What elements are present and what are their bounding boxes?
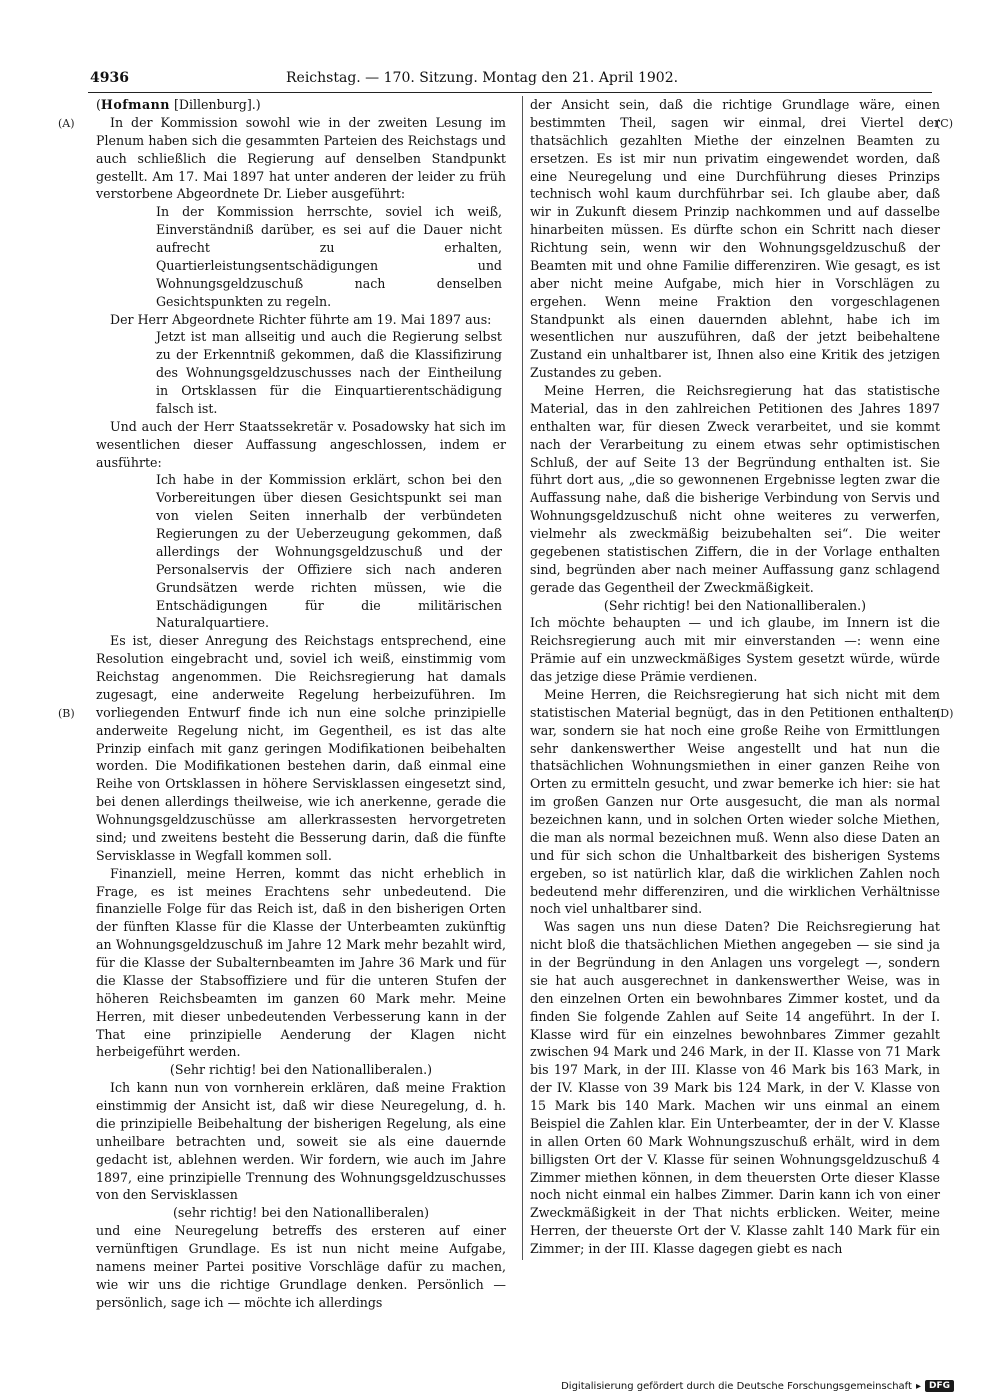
interjection: (Sehr richtig! bei den Nationalliberalen.) (603, 597, 867, 613)
column-divider (522, 96, 523, 1260)
running-header (90, 70, 930, 90)
paragraph: Und auch der Herr Staatssekretär v. Posadowsky hat sich im wesentlichen dieser Auffassung angeschlossen, indem er ausführte: (96, 418, 506, 470)
quotation: In der Kommission herrschte, soviel ich weiß, Einverständniß darüber, es sei auf die Dauer nicht aufrecht zu erhalten, Quartierleistungsentschädigungen und Wohnungsgeldzuschuß nach denselben Gesichtspunkten zu regeln. (156, 204, 502, 309)
speaker-line: (Hofmann [Dillenburg].) (96, 97, 261, 112)
interjection: (Sehr richtig! bei den Nationalliberalen.) (169, 1062, 433, 1078)
paragraph: Was sagen uns nun diese Daten? Die Reichsregierung hat nicht bloß die thatsächlichen Miethen angegeben — sie sind ja in der Begründung in den Anlagen uns vorgelegt —, sondern sie hat auch ausgerechnet in dankenswerther Weise, was in den einzelnen Orten ein bewohnbares Zimmer kostet, und da finden Sie folgende Zahlen auf Seite 14 angeführt. In der I. Klasse wird für ein einzelnes bewohnbares Zimmer gezahlt zwischen 94 Mark und 246 Mark, in der II. Klasse von 71 Mark bis 197 Mark, in der III. Klasse von 46 Mark bis 163 Mark, in der IV. Klasse von 39 Mark bis 124 Mark, in der V. Klasse von 15 Mark bis 140 Mark. Machen wir uns einmal an einem Beispiel die Zahlen klar. Ein Unterbeamter, der in der V. Klasse in allen Orten 60 Mark Wohnungszuschuß erhält, wird in dem billigsten Ort der V. Klasse für seinen Wohnungsgeldzuschuß 4 Zimmer miethen können, in dem theuersten Orte dieser Klasse noch nicht einmal ein halbes Zimmer. Darin kann ich von einer Zweckmäßigkeit in der That nichts erblicken. Weiter, meine Herren, der theuerste Ort der V. Klasse zahlt 140 Mark für ein Zimmer; in der III. Klasse dagegen giebt es nach (530, 919, 940, 1256)
arrow-icon: ▸ (915, 1380, 921, 1392)
paragraph: Meine Herren, die Reichsregierung hat das statistische Material, das in den zahlreichen Petitionen des Jahres 1897 enthalten war, für diesen Zweck verarbeitet, und sie kommt nach der Verarbeitung zu einem etwas sehr optimistischen Schluß, der auf Seite 13 der Begründung enthalten ist. Sie führt dort aus, „die so gewonnenen Ergebnisse legten zwar die Auffassung nahe, daß die bisherige Verbindung von Servis und Wohnungsgeldzuschuß nicht ohne weiteres zu verwerfen, vielmehr als zweckmäßig beizubehalten sei“. Die weiter gegebenen statistischen Ziffern, die in der Vorlage enthalten sind, begründen aber nach meiner Auffassung ganz schlagend gerade das Gegentheil der Zweckmäßigkeit. (530, 383, 940, 595)
header-rule (88, 92, 932, 93)
quotation: Jetzt ist man allseitig und auch die Regierung selbst zu der Erkenntniß gekommen, daß die Klassifizirung des Wohnungsgeldzuschusses nach der Eintheilung in Ortsklassen für die Einquartierentschädigung falsch ist. (156, 329, 502, 416)
quotation: Ich habe in der Kommission erklärt, schon bei den Vorbereitungen über diesen Gesichtspunkt sei man von vielen Seiten innerhalb der verbündeten Regierungen zu der Ueberzeugung gekommen, daß allerdings der Wohnungsgeldzuschuß und der Personalservis der Offiziere sich nach anderen Grundsätzen werde richten müssen, wie die Entschädigungen für die militärischen Naturalquartiere. (156, 472, 502, 631)
paragraph: Ich kann nun von vornherein erklären, daß meine Fraktion einstimmig der Ansicht ist, daß wir diese Neuregelung, d. h. die prinzipielle Beibehaltung der bisherigen Regelung, als eine unheilbare betrachten und, soweit sie als eine dauernde gedacht ist, ablehnen werden. Wir fordern, wie auch im Jahre 1897, eine prinzipielle Trennung des Wohnungsgeldzuschusses von den Servisklassen (96, 1080, 506, 1203)
left-column (96, 96, 506, 1312)
speaker-place: [Dillenburg].) (169, 97, 261, 112)
footer-text: Digitalisierung gefördert durch die Deutsche Forschungsgemeinschaft (561, 1380, 912, 1392)
footer-credit (561, 1378, 954, 1394)
paragraph: Es ist, dieser Anregung des Reichstags entsprechend, eine Resolution eingebracht und, soviel ich weiß, einstimmig vom Reichstag angenommen. Die Reichsregierung hat damals zugesagt, eine anderweite Regelung herbeizuführen. Im vorliegenden Entwurf finde ich nun eine solche prinzipielle anderweite Regelung nicht, im Gegentheil, es ist das alte Prinzip einfach mit ganz geringen Modifikationen beibehalten worden. Die Modifikationen bestehen darin, daß einmal eine Reihe von Ortsklassen in höhere Servisklassen eingesetzt sind, bei denen allerdings theilweise, wie ich anerkenne, gerade die Wohnungsgeldzuschüsse am allerkrassesten hervorgetreten sind; und zweitens besteht die Besserung darin, daß die fünfte Servisklasse in Wegfall kommen soll. (96, 633, 506, 863)
running-head: Reichstag. — 170. Sitzung. Montag den 21. April 1902. (286, 70, 679, 86)
dfg-logo: DFG (925, 1380, 954, 1392)
right-column (530, 96, 940, 1258)
paragraph: Der Herr Abgeordnete Richter führte am 19. Mai 1897 aus: (110, 311, 492, 327)
paragraph: In der Kommission sowohl wie in der zweiten Lesung im Plenum haben sich die gesammten Parteien des Reichstags und auch schließlich die Regierung auf denselben Standpunkt gestellt. Am 17. Mai 1897 hat unter anderen der leider zu früh verstorbene Abgeordnete Dr. Lieber ausgeführt: (96, 114, 506, 202)
paragraph: Finanziell, meine Herren, kommt das nicht erheblich in Frage, es ist meines Erachtens sehr unbedeutend. Die finanzielle Folge für das Reich ist, daß in den bisherigen Orten der fünften Klasse für die Klasse der Unterbeamten zukünftig an Wohnungsgeldzuschuß im Jahre 12 Mark mehr bezahlt wird, für die Klasse der Subalternbeamten im Jahre 36 Mark und für die Klasse der Stabsoffiziere und für die unteren Stufen der höheren Reichsbeamten im ganzen 60 Mark mehr. Meine Herren, mit dieser unbedeutenden Verbesserung kann in der That eine prinzipielle Aenderung der Klagen nicht herbeigeführt werden. (96, 865, 506, 1060)
interjection: (sehr richtig! bei den Nationalliberalen) (172, 1205, 429, 1221)
speaker-name: Hofmann (100, 97, 170, 112)
margin-marker-c: (C) (936, 117, 953, 130)
paragraph: Ich möchte behaupten — und ich glaube, im Innern ist die Reichsregierung auch mit mir einverstanden —: wenn eine Prämie auf ein unzweckmäßiges System gesetzt würde, würde das jetzige diese Prämie verdienen. (530, 615, 940, 684)
page-number: 4936 (90, 70, 129, 86)
paragraph: der Ansicht sein, daß die richtige Grundlage wäre, einen bestimmten Theil, sagen wir einmal, drei Viertel der thatsächlich gezahlten Miethe der einzelnen Beamten zu ersetzen. Es ist mir nun privatim eingewendet worden, daß eine Neuregelung und eine Durchführung dieses Prinzips technisch wohl kaum durchführbar sei. Ich glaube aber, daß wir in Zukunft diesem Prinzip nachkommen und auf dasselbe hinarbeiten müssen. Es dürfte schon ein Schritt nach dieser Richtung sein, wenn wir den Wohnungsgeldzuschuß der Beamten mit und ohne Familie differenziren. Wie gesagt, es ist aber nicht meine Aufgabe, mich hier in Vorschlägen zu ergehen. Wenn meine Fraktion den vorgeschlagenen Standpunkt als einen dauernden ablehnt, habe ich im wesentlichen nur auszuführen, daß der jetzt beibehaltene Zustand ein unhaltbarer ist, Ihnen also eine Kritik des jetzigen Zustandes zu geben. (530, 97, 940, 381)
margin-marker-a: (A) (58, 117, 75, 130)
margin-marker-b: (B) (58, 707, 75, 720)
margin-marker-d: (D) (936, 707, 954, 720)
paragraph: Meine Herren, die Reichsregierung hat sich nicht mit dem statistischen Material begnügt, das in den Petitionen enthalten war, sondern sie hat noch eine große Reihe von Ermittlungen sehr dankenswerther Weise angestellt und hat nun die thatsächlichen Wohnungsmiethen in einer ganzen Reihe von Orten zu ermitteln gesucht, und zwar bemerke ich hier: sie hat im großen Ganzen nur Orte ausgesucht, die man als normal bezeichnen kann, und in solchen Orten wieder solche Miethen, die man als normal bezeichnen muß. Wenn also diese Daten an und für sich schon die Unhaltbarkeit des bisherigen Systems ergeben, so ist natürlich klar, daß die wirklichen Zahlen noch bedeutend mehr differenziren, und die wirklichen Verhältnisse noch viel unhaltbarer sind. (530, 686, 940, 917)
paragraph: und eine Neuregelung betreffs des ersteren auf einer vernünftigen Grundlage. Es ist nun nicht meine Aufgabe, namens meiner Partei positive Vorschläge dafür zu machen, wie wir uns die richtige Grundlage denken. Persönlich — persönlich, sage ich — möchte ich allerdings (96, 1223, 506, 1310)
